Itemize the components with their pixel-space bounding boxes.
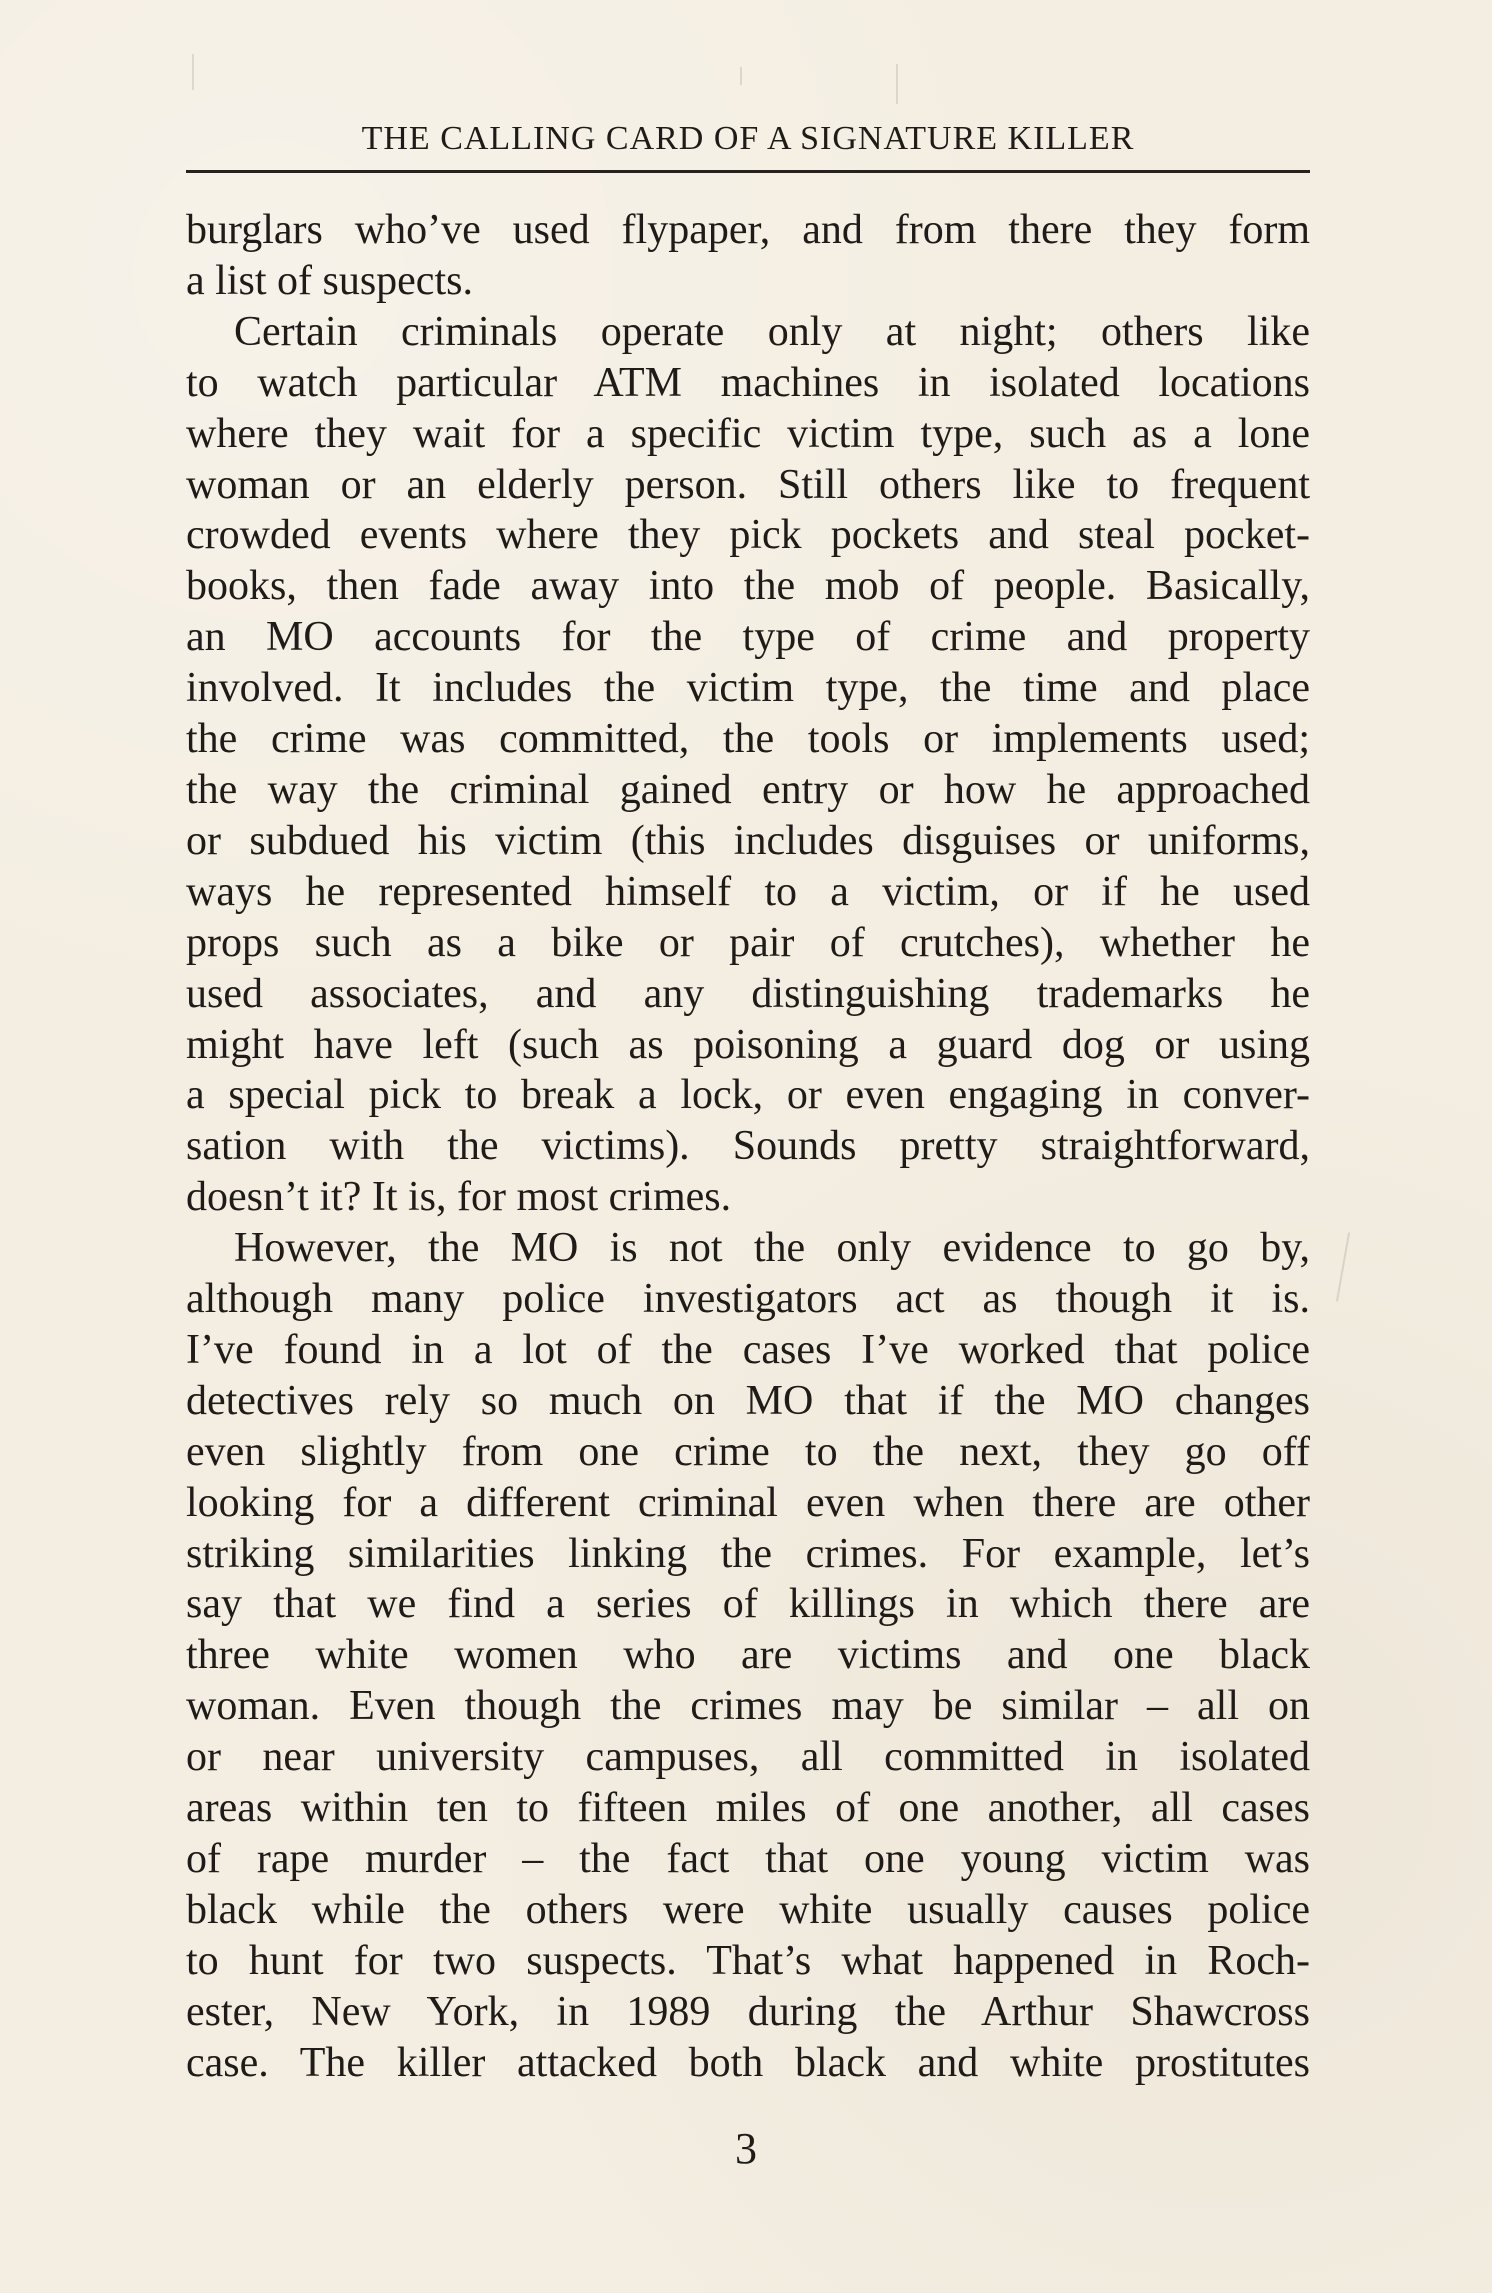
text-line: ways he represented himself to a victim, or if he used <box>186 868 1310 915</box>
paper-mark <box>740 67 742 85</box>
text-line: even slightly from one crime to the next, they go off <box>186 1428 1310 1475</box>
text-line: to watch particular ATM machines in isolated locations <box>186 359 1310 406</box>
running-header <box>186 118 1310 173</box>
text-line: three white women who are victims and one black <box>186 1632 1310 1679</box>
text-line: the crime was committed, the tools or implements used; <box>186 716 1310 763</box>
text-line: to hunt for two suspects. That’s what happened in Roch- <box>186 1937 1310 1984</box>
text-line: Certain criminals operate only at night; others like <box>234 308 1310 355</box>
paper-mark <box>1336 1232 1350 1301</box>
text-line: woman. Even though the crimes may be similar – all on <box>186 1683 1310 1730</box>
text-line: burglars who’ve used flypaper, and from there they form <box>186 207 1310 253</box>
page-number: 3 <box>735 2124 757 2173</box>
header-title: THE CALLING CARD OF A SIGNATURE KILLER <box>361 120 1135 157</box>
text-line: sation with the victims). Sounds pretty straightforward, <box>186 1123 1310 1170</box>
text-line: areas within ten to fifteen miles of one another, all cases <box>186 1785 1310 1832</box>
text-line: black while the others were white usually causes police <box>186 1886 1310 1933</box>
text-line: say that we find a series of killings in which there are <box>186 1581 1310 1628</box>
text-line: I’ve found in a lot of the cases I’ve worked that police <box>186 1326 1310 1373</box>
text-line: case. The killer attacked both black and white prostitutes <box>186 2039 1310 2086</box>
text-line: doesn’t it? It is, for most crimes. <box>186 1174 732 1221</box>
paper-mark <box>192 54 194 90</box>
text-line: striking similarities linking the crimes. For example, let’s <box>186 1530 1310 1577</box>
text-line: an MO accounts for the type of crime and property <box>186 614 1310 661</box>
text-line: woman or an elderly person. Still others like to frequent <box>186 461 1310 508</box>
text-line: involved. It includes the victim type, the time and place <box>186 665 1310 712</box>
text-line: However, the MO is not the only evidence to go by, <box>234 1225 1310 1272</box>
text-line: a list of suspects. <box>186 257 473 304</box>
text-line: crowded events where they pick pockets and steal pocket- <box>186 512 1310 559</box>
text-line: the way the criminal gained entry or how he approached <box>186 766 1310 813</box>
text-line: ester, New York, in 1989 during the Arthur Shawcross <box>186 1988 1310 2035</box>
text-line: might have left (such as poisoning a guard dog or using <box>186 1021 1310 1068</box>
text-line: although many police investigators act as though it is. <box>186 1276 1310 1323</box>
text-line: looking for a different criminal even when there are other <box>186 1479 1310 1526</box>
text-line: a special pick to break a lock, or even engaging in conver- <box>186 1072 1310 1119</box>
text-line: used associates, and any distinguishing trademarks he <box>186 970 1310 1017</box>
page-body <box>186 205 1310 2089</box>
text-line: or near university campuses, all committed in isolated <box>186 1734 1310 1781</box>
text-line: of rape murder – the fact that one young victim was <box>186 1836 1310 1882</box>
paper-mark <box>896 64 898 104</box>
text-line: detectives rely so much on MO that if the MO changes <box>186 1377 1310 1424</box>
text-line: props such as a bike or pair of crutches), whether he <box>186 919 1310 966</box>
text-line: books, then fade away into the mob of people. Basically, <box>186 563 1310 610</box>
text-line: or subdued his victim (this includes disguises or uniforms, <box>186 817 1310 864</box>
text-line: where they wait for a specific victim type, such as a lone <box>186 410 1310 457</box>
